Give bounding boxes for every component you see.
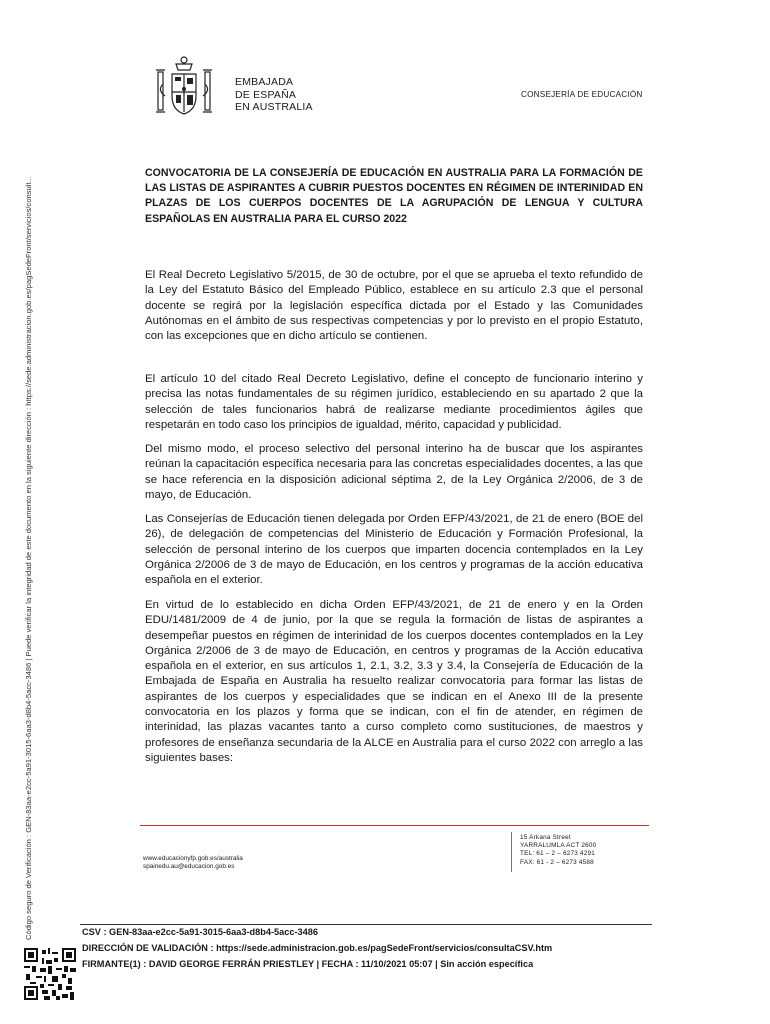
- csv-rule: [80, 924, 652, 925]
- department-name: CONSEJERÍA DE EDUCACIÓN: [521, 90, 643, 99]
- csv-code: CSV : GEN-83aa-e2cc-5a91-3015-6aa3-d8b4-5acc-3486: [82, 927, 318, 937]
- embassy-line-1: EMBAJADA: [235, 76, 294, 88]
- address-line-4: FAX: 61 - 2 – 6273 4588: [520, 858, 594, 866]
- paragraph-2: El artículo 10 del citado Real Decreto Legislativo, define el concepto de funcionario interino y precisa las notas fundamentales de su régimen jurídico, estableciendo en su apartado 2 que la selección de tales funcionarios habrá de realizarse mediante procedimientos ágiles que respetarán en todo caso los principios de igualdad, mérito, capacidad y publicidad.: [145, 373, 643, 431]
- embassy-name: [235, 76, 313, 114]
- document-title: CONVOCATORIA DE LA CONSEJERÍA DE EDUCACIÓN EN AUSTRALIA PARA LA FORMACIÓN DE LAS LISTAS DE ASPIRANTES A CUBRIR PUESTOS DOCENTES EN RÉGIMEN DE INTERINIDAD EN PLAZAS DE LOS CUERPOS DOCENTES DE LA AGRUPACIÓN DE LENGUA Y CULTURA ESPAÑOLAS EN AUSTRALIA PARA EL CURSO 2022: [145, 167, 643, 225]
- embassy-line-3: EN AUSTRALIA: [235, 101, 313, 113]
- footer-divider: [511, 832, 512, 872]
- footer-address: [520, 834, 596, 867]
- paragraph-1: El Real Decreto Legislativo 5/2015, de 30 de octubre, por el que se aprueba el texto refundido de la Ley del Estatuto Básico del Empleado Público, establece en su artículo 2.3 que el personal docente se regirá por la legislación específica dictada por el Estado y las Comunidades Autónomas en el ámbito de sus respectivas competencias y por lo previsto en el propio Estatuto, con las excepciones que en dicho artículo se contienen.: [145, 269, 643, 343]
- csv-signer: FIRMANTE(1) : DAVID GEORGE FERRÁN PRIESTLEY | FECHA : 11/10/2021 05:07 | Sin acción específica: [82, 959, 534, 969]
- csv-validation-url[interactable]: DIRECCIÓN DE VALIDACIÓN : https://sede.administracion.gob.es/pagSedeFront/servicios/consultaCSV.htm: [82, 943, 553, 953]
- embassy-line-2: DE ESPAÑA: [235, 88, 297, 101]
- coat-of-arms-icon: [152, 54, 216, 124]
- paragraph-3: Del mismo modo, el proceso selectivo del personal interino ha de buscar que los aspirantes reúnan la capacitación específica necesaria para las concretas especialidades docentes, a las que se hace referencia en la disposición adicional séptima 2, de la Ley Orgánica 2/2006, de 3 de mayo, de Educación.: [145, 443, 643, 501]
- address-line-2: YARRALUMLA ACT 2600: [520, 842, 597, 850]
- address-line-1: 15 Arkana Street: [520, 834, 571, 841]
- paragraph-5: En virtud de lo establecido en dicha Orden EFP/43/2021, de 21 de enero y en la Orden EDU/1481/2009 de 4 de junio, por la que se regula la formación de listas de aspirantes a desempeñar puestos en régimen de interinidad de los cuerpos docentes contemplados en la Ley Orgánica 2/2006 de 3 de mayo de Educación, en centros y programas de la Acción educativa española en el exterior, en sus artículos 1, 2.1, 3.2, 3.3 y 3.4, la Consejería de Educación de la Embajada de España en Australia ha resuelto realizar convocatoria para formar las listas de aspirantes de los cuerpos y especialidades que se indican en el Anexo III de la presente convocatoria en los plazos y forma que se indican, con el fin de atender, en régimen de interinidad, las plazas vacantes tanto a curso completo como sustituciones, de maestros y profesores de enseñanza secundaria de la ALCE en Australia para el curso 2022 con arreglo a las siguientes bases:: [145, 599, 643, 764]
- verification-side-text: Código seguro de Verificación : GEN-83aa-e2cc-5a91-3015-6aa3-d8b4-5acc-3486 | Puede verificar la integridad de este documento en la siguiente dirección : https://sede.administracion.gob.es/pagSedeFront/servicios/consult...: [24, 176, 33, 940]
- address-line-3: TEL: 61 – 2 – 6273 4291: [520, 850, 595, 858]
- footer-website[interactable]: www.educacionyfp.gob.es/australia: [143, 855, 243, 862]
- paragraph-4: Las Consejerías de Educación tienen delegada por Orden EFP/43/2021, de 21 de enero (BOE del 26), de delegación de competencias del Ministerio de Educación y Formación Profesional, la selección de personal interino de los cuerpos que imparten docencia contemplados en la Ley Orgánica 2/2006 de 3 de mayo de Educación, en los centros y programas de la acción educativa española en el exterior.: [145, 513, 643, 587]
- footer-rule: [140, 825, 649, 826]
- footer-email[interactable]: spainedu.au@educacion.gob.es: [143, 863, 235, 870]
- qr-code-icon: [24, 948, 76, 1000]
- footer-contacts: [143, 855, 243, 871]
